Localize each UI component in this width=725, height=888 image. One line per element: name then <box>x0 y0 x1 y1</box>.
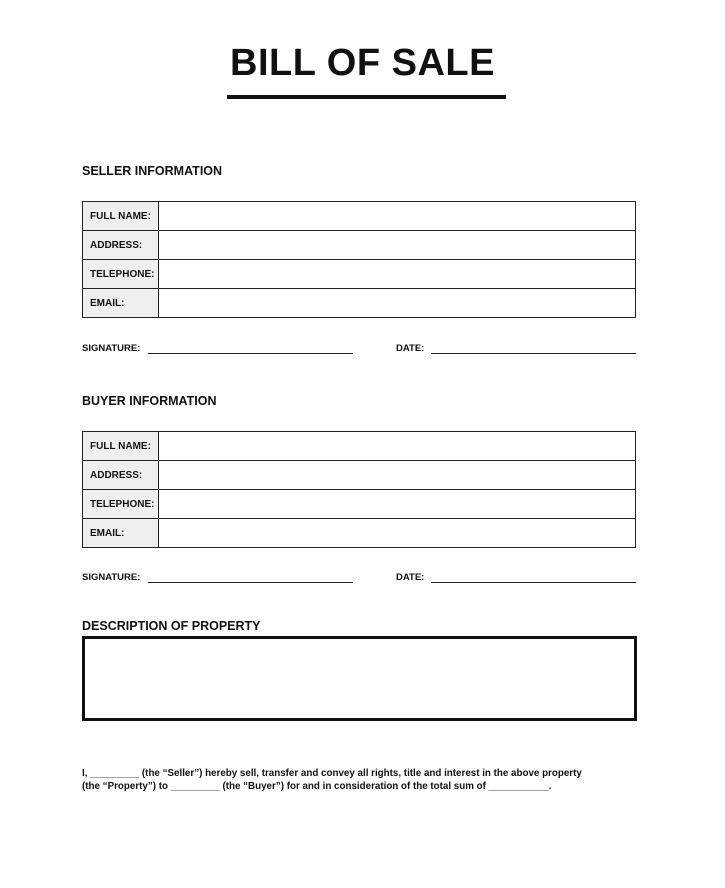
seller-email-row <box>83 289 636 318</box>
seller-signature-row <box>82 341 636 357</box>
seller-date-line[interactable] <box>431 353 636 354</box>
seller-info-table <box>82 201 636 318</box>
seller-telephone-field[interactable] <box>159 260 636 289</box>
buyer-date-line[interactable] <box>431 582 636 583</box>
seller-email-label: EMAIL: <box>83 289 159 318</box>
seller-full-name-label: FULL NAME: <box>83 202 159 231</box>
document-title: BILL OF SALE <box>230 42 495 84</box>
buyer-address-row <box>83 461 636 490</box>
buyer-email-row <box>83 519 636 548</box>
seller-full-name-row <box>83 202 636 231</box>
seller-address-row <box>83 231 636 260</box>
seller-heading: SELLER INFORMATION <box>82 164 223 178</box>
buyer-signature-label: SIGNATURE: <box>82 572 141 583</box>
property-description-box[interactable] <box>82 636 637 721</box>
buyer-signature-line[interactable] <box>148 582 353 583</box>
buyer-address-label: ADDRESS: <box>83 461 159 490</box>
seller-email-field[interactable] <box>159 289 636 318</box>
buyer-info-table <box>82 431 636 548</box>
property-heading: DESCRIPTION OF PROPERTY <box>82 619 261 633</box>
buyer-telephone-row <box>83 490 636 519</box>
seller-date-label: DATE: <box>396 343 425 354</box>
buyer-email-label: EMAIL: <box>83 519 159 548</box>
seller-signature-line[interactable] <box>148 353 353 354</box>
seller-telephone-label: TELEPHONE: <box>83 260 159 289</box>
buyer-heading: BUYER INFORMATION <box>82 394 217 408</box>
buyer-telephone-field[interactable] <box>159 490 636 519</box>
seller-full-name-field[interactable] <box>159 202 636 231</box>
seller-address-field[interactable] <box>159 231 636 260</box>
title-underline <box>227 95 506 99</box>
buyer-full-name-row <box>83 432 636 461</box>
buyer-date-label: DATE: <box>396 572 425 583</box>
sale-statement <box>82 767 642 793</box>
buyer-email-field[interactable] <box>159 519 636 548</box>
seller-signature-label: SIGNATURE: <box>82 343 141 354</box>
buyer-full-name-field[interactable] <box>159 432 636 461</box>
buyer-telephone-label: TELEPHONE: <box>83 490 159 519</box>
statement-line-2: (the “Property”) to _________ (the “Buyer”) for and in consideration of the total sum of ___________. <box>82 781 552 792</box>
buyer-address-field[interactable] <box>159 461 636 490</box>
buyer-signature-row <box>82 570 636 586</box>
seller-telephone-row <box>83 260 636 289</box>
seller-address-label: ADDRESS: <box>83 231 159 260</box>
statement-line-1: I, _________ (the “Seller”) hereby sell, transfer and convey all rights, title and interest in the above property <box>82 768 582 779</box>
buyer-full-name-label: FULL NAME: <box>83 432 159 461</box>
